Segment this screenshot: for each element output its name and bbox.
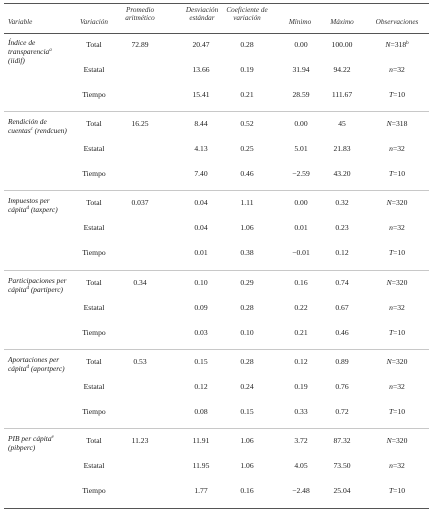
variable-footnote-mark: d (26, 286, 29, 291)
variation-label: Tiempo (82, 248, 106, 257)
variation-label: Total (86, 119, 102, 128)
observations-symbol: N (385, 40, 391, 49)
max-value: 0.46 (335, 328, 349, 337)
variation-label: Total (86, 436, 102, 445)
bottom-rule (4, 508, 429, 509)
observations-value (368, 40, 426, 49)
observations-count: =318 (391, 119, 408, 128)
cv-value: 0.21 (240, 90, 254, 99)
observations-value (368, 90, 426, 99)
cv-value: 1.06 (240, 461, 254, 470)
min-value: 0.01 (294, 223, 308, 232)
variable-code: (taxperc) (30, 205, 58, 214)
observations-symbol: n (389, 461, 393, 470)
min-value: 4.05 (294, 461, 308, 470)
max-value: 45 (338, 119, 346, 128)
observations-symbol: n (389, 382, 393, 391)
min-value: 0.19 (294, 382, 308, 391)
observations-symbol: N (386, 278, 392, 287)
variable-footnote-mark: d (26, 365, 29, 370)
header-observaciones: Observaciones (375, 18, 419, 26)
observations-count: =32 (392, 223, 405, 232)
observations-value (368, 119, 426, 128)
max-value: 111.67 (331, 90, 353, 99)
mean-value: 16.25 (131, 119, 149, 128)
cv-value: 0.38 (240, 248, 254, 257)
std-dev-value: 0.15 (194, 357, 208, 366)
max-value: 25.04 (333, 486, 351, 495)
observations-count: =10 (393, 328, 406, 337)
observations-value (368, 248, 426, 257)
variable-code: (partiperc) (30, 285, 63, 294)
max-value: 0.67 (335, 303, 349, 312)
group-divider (4, 190, 429, 191)
header-maximo: Máximo (330, 18, 354, 26)
observations-symbol: n (389, 303, 393, 312)
mean-value: 0.34 (133, 278, 147, 287)
variable-name: PIB per cápita (8, 434, 52, 443)
min-value: 0.22 (294, 303, 308, 312)
observations-count: =320 (391, 357, 408, 366)
observations-symbol: n (389, 223, 393, 232)
variation-label: Estatal (83, 144, 105, 153)
observations-value (368, 144, 426, 153)
min-value: 28.59 (292, 90, 310, 99)
observations-symbol: N (386, 357, 392, 366)
header-rule (4, 33, 429, 34)
max-value: 0.74 (335, 278, 349, 287)
variation-label: Total (86, 278, 102, 287)
variable-name: Aportaciones per cápita (8, 355, 60, 373)
cv-value: 0.28 (240, 303, 254, 312)
observations-value (368, 303, 426, 312)
cv-value: 0.24 (240, 382, 254, 391)
min-value: 0.21 (294, 328, 308, 337)
variable-code: (iidif) (8, 56, 25, 65)
cv-value: 0.19 (240, 65, 254, 74)
cv-value: 0.46 (240, 169, 254, 178)
observations-count: =32 (392, 382, 405, 391)
variation-label: Estatal (83, 303, 105, 312)
observations-count: =320 (391, 436, 408, 445)
std-dev-value: 11.95 (192, 461, 210, 470)
header-variacion: Variación (80, 18, 108, 26)
header-promedio: Promedio aritmético (125, 6, 155, 23)
observations-footnote-mark: b (406, 41, 409, 46)
variable-name: Rendición de cuentas (8, 117, 47, 135)
observations-count: =32 (392, 461, 405, 470)
std-dev-value: 0.08 (194, 407, 208, 416)
variation-label: Tiempo (82, 90, 106, 99)
observations-count: =10 (393, 90, 406, 99)
observations-symbol: n (389, 65, 393, 74)
top-rule (4, 3, 429, 4)
max-value: 100.00 (331, 40, 353, 49)
observations-value (368, 486, 426, 495)
variable-label (8, 434, 70, 452)
header-desviacion: Desviación estándar (185, 6, 219, 23)
min-value: −2.48 (292, 486, 310, 495)
variable-footnote-mark: e (51, 435, 54, 440)
observations-value (368, 436, 426, 445)
min-value: 31.94 (292, 65, 310, 74)
cv-value: 0.25 (240, 144, 254, 153)
std-dev-value: 0.03 (194, 328, 208, 337)
max-value: 73.50 (333, 461, 351, 470)
variable-code: (aportperc) (30, 364, 65, 373)
min-value: −0.01 (292, 248, 310, 257)
observations-value (368, 328, 426, 337)
observations-count: =320 (391, 278, 408, 287)
variable-name: Impuestos per cápita (8, 196, 50, 214)
variation-label: Tiempo (82, 328, 106, 337)
max-value: 0.23 (335, 223, 349, 232)
cv-value: 1.11 (240, 198, 254, 207)
observations-value (368, 198, 426, 207)
observations-value (368, 65, 426, 74)
variable-footnote-mark: a (49, 48, 52, 53)
max-value: 0.89 (335, 357, 349, 366)
variable-footnote-mark: d (26, 206, 29, 211)
observations-symbol: N (386, 119, 392, 128)
min-value: 3.72 (294, 436, 308, 445)
observations-symbol: T (388, 407, 394, 416)
variable-code: (pibperc) (8, 443, 36, 452)
variable-label (8, 196, 70, 214)
min-value: 0.12 (294, 357, 308, 366)
observations-value (368, 382, 426, 391)
cv-value: 0.15 (240, 407, 254, 416)
variation-label: Tiempo (82, 486, 106, 495)
min-value: 0.00 (294, 40, 308, 49)
variation-label: Tiempo (82, 407, 106, 416)
observations-count: =320 (391, 198, 408, 207)
cv-value: 0.52 (240, 119, 254, 128)
mean-value: 0.53 (133, 357, 147, 366)
std-dev-value: 15.41 (192, 90, 210, 99)
variable-label (8, 117, 70, 135)
std-dev-value: 0.01 (194, 248, 208, 257)
std-dev-value: 11.91 (192, 436, 210, 445)
observations-symbol: N (386, 436, 392, 445)
min-value: 0.33 (294, 407, 308, 416)
min-value: 5.01 (294, 144, 308, 153)
std-dev-value: 20.47 (192, 40, 210, 49)
min-value: −2.59 (292, 169, 310, 178)
mean-value: 0.037 (131, 198, 149, 207)
observations-symbol: T (388, 486, 394, 495)
observations-count: =10 (393, 486, 406, 495)
max-value: 0.12 (335, 248, 349, 257)
variation-label: Tiempo (82, 169, 106, 178)
max-value: 0.72 (335, 407, 349, 416)
observations-value (368, 278, 426, 287)
max-value: 0.76 (335, 382, 349, 391)
observations-symbol: n (389, 144, 393, 153)
max-value: 21.83 (333, 144, 351, 153)
min-value: 0.00 (294, 119, 308, 128)
max-value: 87.32 (333, 436, 351, 445)
max-value: 43.20 (333, 169, 351, 178)
group-divider (4, 270, 429, 271)
min-value: 0.16 (294, 278, 308, 287)
std-dev-value: 1.77 (194, 486, 208, 495)
mean-value: 72.89 (131, 40, 149, 49)
variable-name: Participaciones per cápita (8, 276, 67, 294)
cv-value: 1.06 (240, 436, 254, 445)
cv-value: 0.10 (240, 328, 254, 337)
std-dev-value: 13.66 (192, 65, 210, 74)
header-minimo: Mínimo (288, 18, 312, 26)
observations-symbol: T (388, 328, 394, 337)
header-coeficiente: Coeficiente de variación (226, 6, 268, 23)
observations-symbol: T (388, 90, 394, 99)
variable-name: Índice de transparencia (8, 38, 50, 56)
observations-value (368, 357, 426, 366)
max-value: 94.22 (333, 65, 351, 74)
observations-count: =10 (393, 407, 406, 416)
group-divider (4, 111, 429, 112)
cv-value: 0.28 (240, 40, 254, 49)
std-dev-value: 8.44 (194, 119, 208, 128)
std-dev-value: 0.12 (194, 382, 208, 391)
variation-label: Estatal (83, 382, 105, 391)
std-dev-value: 4.13 (194, 144, 208, 153)
observations-symbol: T (388, 169, 394, 178)
mean-value: 11.23 (131, 436, 149, 445)
variation-label: Total (86, 198, 102, 207)
std-dev-value: 0.09 (194, 303, 208, 312)
std-dev-value: 7.40 (194, 169, 208, 178)
cv-value: 0.29 (240, 278, 254, 287)
variable-code: (rendcuen) (34, 126, 67, 135)
variation-label: Total (86, 357, 102, 366)
observations-value (368, 461, 426, 470)
variable-label (8, 38, 70, 65)
observations-symbol: T (388, 248, 394, 257)
variation-label: Estatal (83, 65, 105, 74)
variation-label: Estatal (83, 461, 105, 470)
variation-label: Estatal (83, 223, 105, 232)
max-value: 0.32 (335, 198, 349, 207)
observations-count: =32 (392, 65, 405, 74)
group-divider (4, 349, 429, 350)
cv-value: 0.28 (240, 357, 254, 366)
observations-count: =318 (390, 40, 407, 49)
variable-label (8, 276, 70, 294)
cv-value: 0.16 (240, 486, 254, 495)
observations-count: =32 (392, 303, 405, 312)
observations-count: =10 (393, 169, 406, 178)
variable-footnote-mark: c (30, 127, 33, 132)
observations-count: =10 (393, 248, 406, 257)
variation-label: Total (86, 40, 102, 49)
variable-label (8, 355, 70, 373)
observations-value (368, 223, 426, 232)
observations-count: =32 (392, 144, 405, 153)
observations-value (368, 407, 426, 416)
observations-value (368, 169, 426, 178)
observations-symbol: N (386, 198, 392, 207)
std-dev-value: 0.04 (194, 198, 208, 207)
header-variable: Variable (8, 18, 33, 26)
group-divider (4, 428, 429, 429)
std-dev-value: 0.10 (194, 278, 208, 287)
std-dev-value: 0.04 (194, 223, 208, 232)
min-value: 0.00 (294, 198, 308, 207)
cv-value: 1.06 (240, 223, 254, 232)
